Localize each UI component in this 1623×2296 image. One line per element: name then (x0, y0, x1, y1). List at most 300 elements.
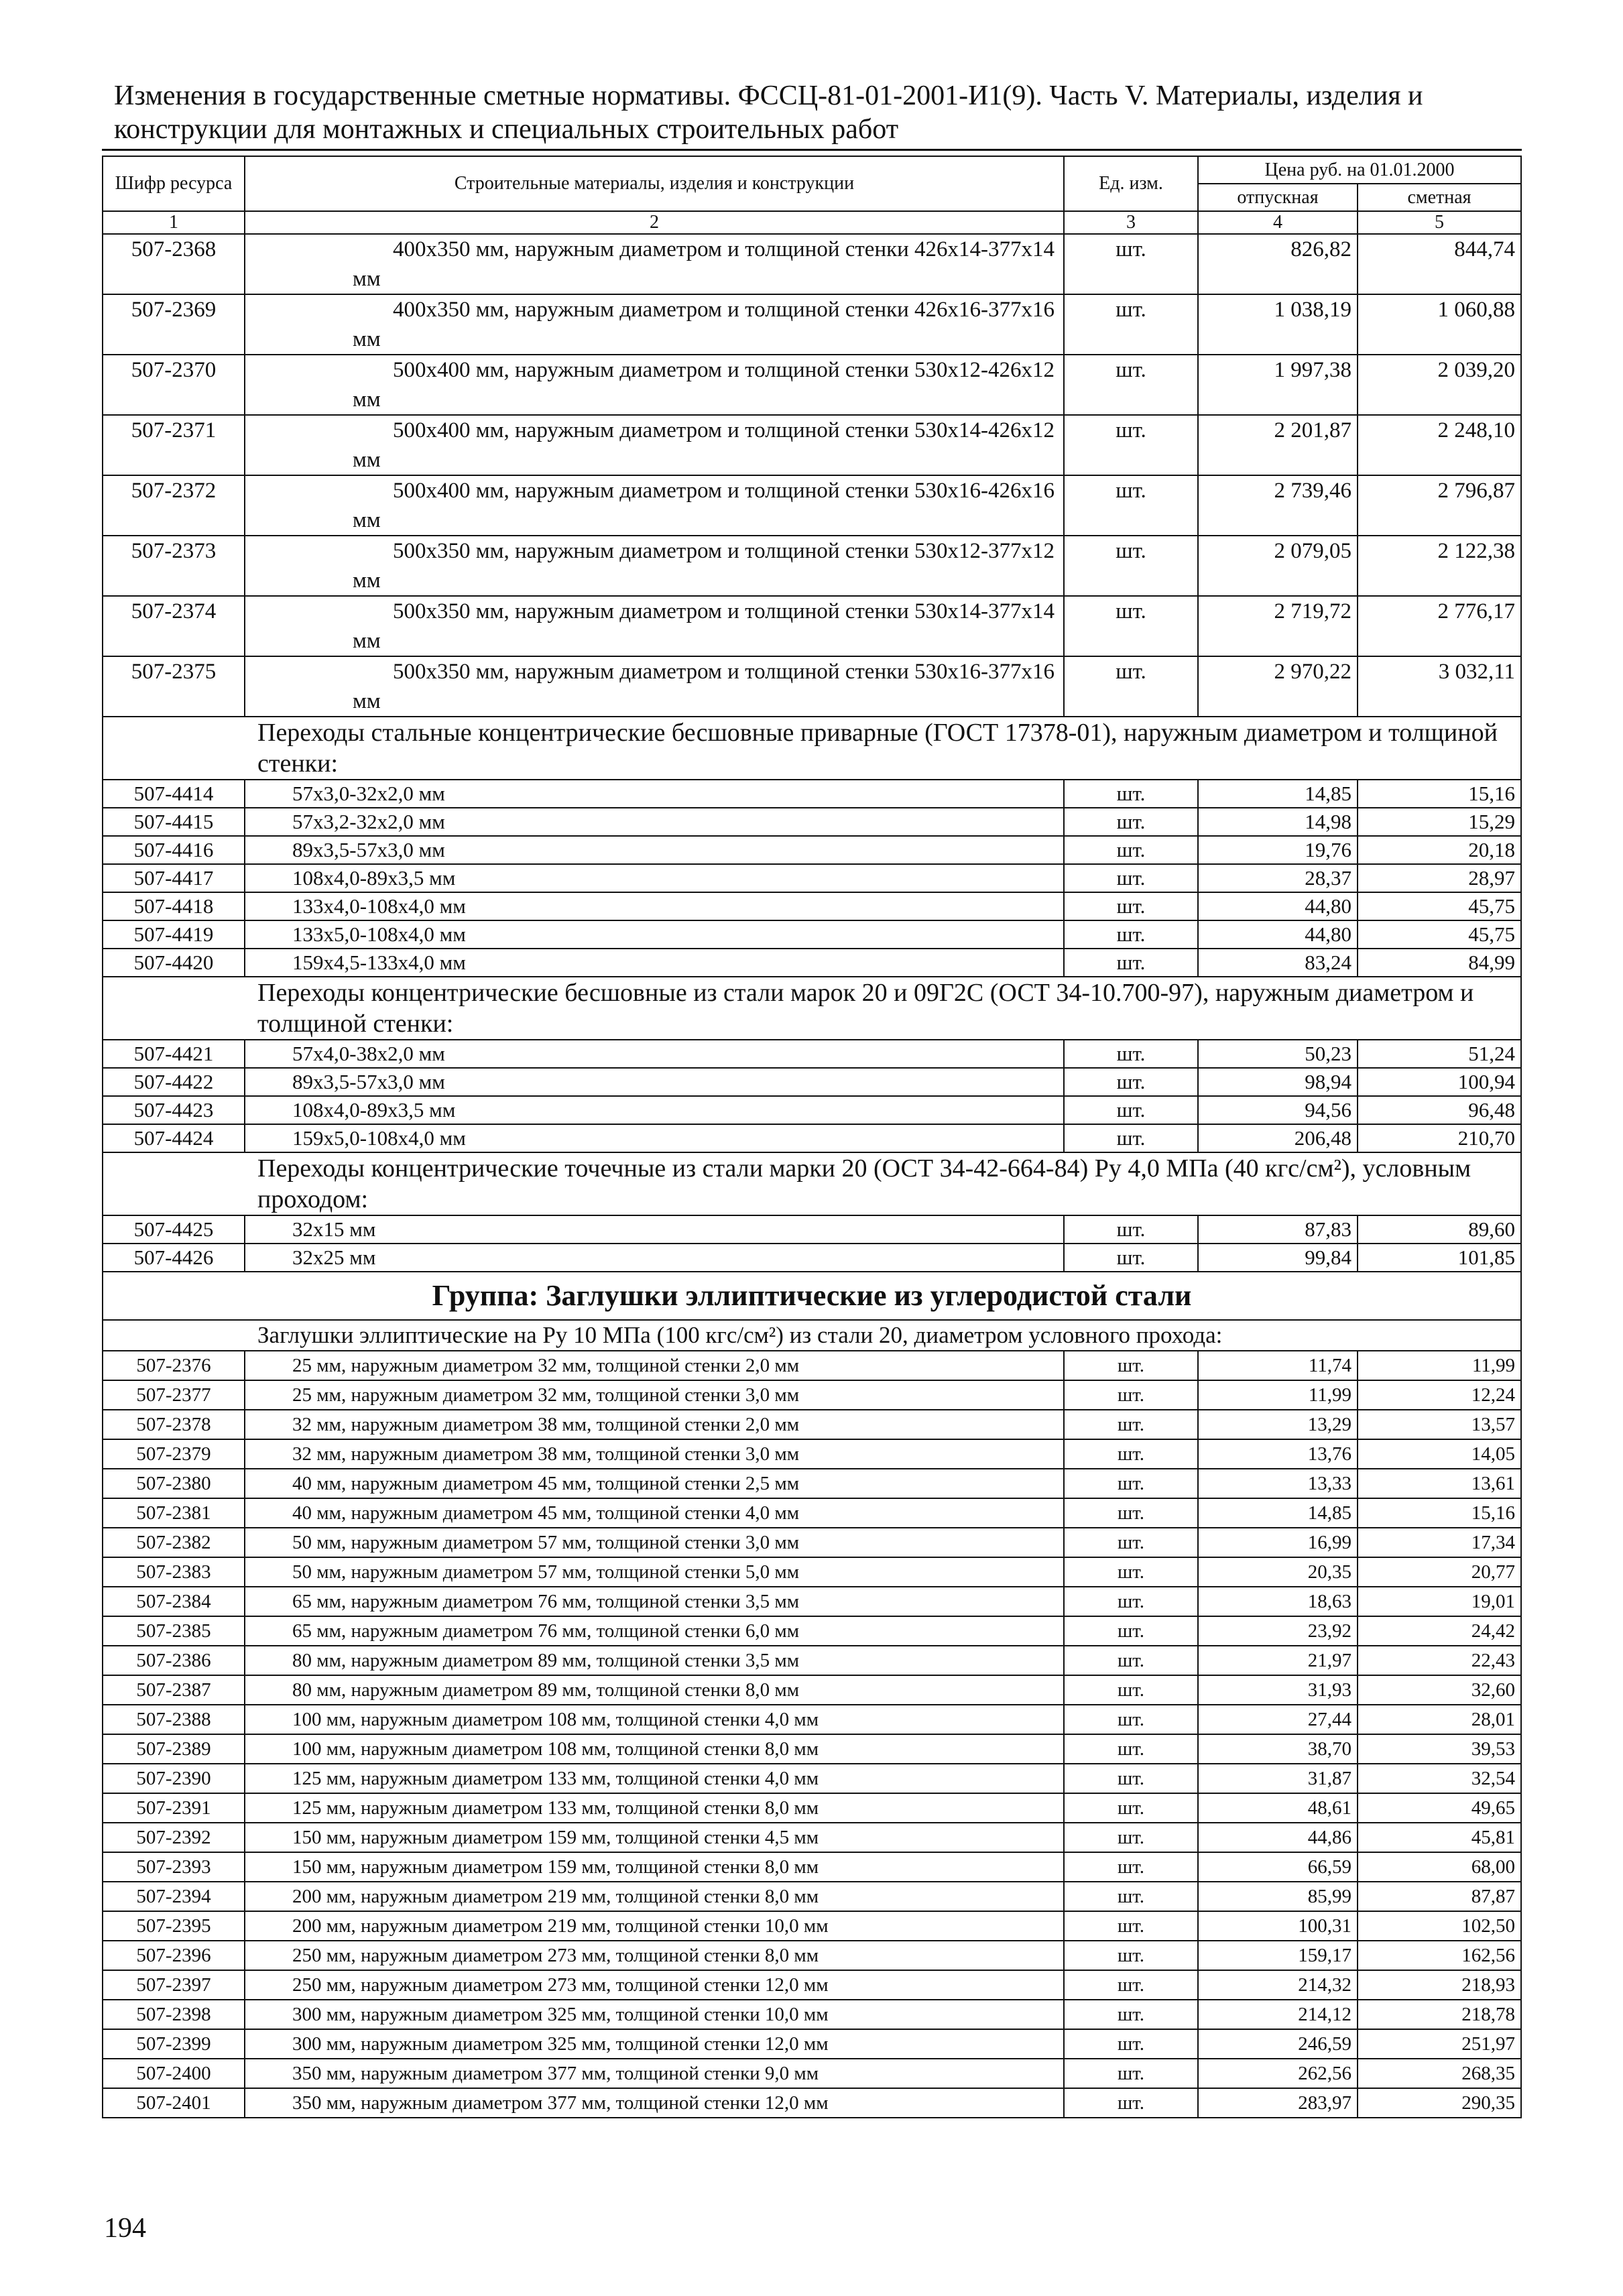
price-estimate: 51,24 (1358, 1040, 1521, 1068)
item-description (245, 1410, 1064, 1439)
price-estimate: 17,34 (1358, 1528, 1521, 1557)
table-row (103, 1734, 1521, 1764)
item-description-tail: мм (353, 387, 381, 412)
price-estimate: 102,50 (1358, 1911, 1521, 1941)
col-header-code: Шифр ресурса (103, 156, 245, 211)
item-description-text: 65 мм, наружным диаметром 76 мм, толщиной стенки 6,0 мм (292, 1620, 800, 1642)
col-header-price-estimate: сметная (1358, 184, 1521, 211)
price-estimate: 268,35 (1358, 2059, 1521, 2088)
unit-of-measure: шт. (1064, 1215, 1198, 1244)
unit-of-measure: шт. (1064, 1911, 1198, 1941)
item-description-text: 500x400 мм, наружным диаметром и толщиной стенки 530x14-426x12 (393, 418, 1055, 442)
table-row (103, 1068, 1521, 1096)
price-estimate: 87,87 (1358, 1882, 1521, 1911)
item-description (245, 1852, 1064, 1882)
item-description (245, 1675, 1064, 1705)
item-description-tail: мм (353, 568, 381, 593)
unit-of-measure: шт. (1064, 1587, 1198, 1616)
price-estimate: 162,56 (1358, 1941, 1521, 1970)
item-description (245, 808, 1064, 836)
resource-code: 507-4416 (103, 836, 245, 864)
table-row (103, 780, 1521, 808)
resource-code: 507-4419 (103, 920, 245, 949)
unit-of-measure: шт. (1064, 596, 1198, 656)
price-estimate: 28,97 (1358, 864, 1521, 892)
item-description (245, 1068, 1064, 1096)
item-description (245, 294, 1064, 355)
item-description-text: 108x4,0-89x3,5 мм (292, 866, 456, 890)
table-row (103, 2000, 1521, 2029)
item-description-text: 133x4,0-108x4,0 мм (292, 894, 466, 918)
price-estimate: 2 248,10 (1358, 415, 1521, 475)
item-description-tail: мм (353, 448, 381, 472)
resource-code: 507-2384 (103, 1587, 245, 1616)
price-estimate: 45,81 (1358, 1823, 1521, 1852)
resource-code: 507-2369 (103, 294, 245, 355)
item-description (245, 1469, 1064, 1498)
table-row (103, 1124, 1521, 1152)
price-release: 94,56 (1198, 1096, 1358, 1124)
price-release: 21,97 (1198, 1646, 1358, 1675)
unit-of-measure: шт. (1064, 1852, 1198, 1882)
col-header-unit: Ед. изм. (1064, 156, 1198, 211)
resource-code: 507-2399 (103, 2029, 245, 2059)
price-release: 66,59 (1198, 1852, 1358, 1882)
category-heading: Переходы концентрические точечные из стали марки 20 (ОСТ 34-42-664-84) Ру 4,0 МПа (40 кгс/см²), условным проходом: (103, 1152, 1521, 1215)
resource-code: 507-2400 (103, 2059, 245, 2088)
unit-of-measure: шт. (1064, 920, 1198, 949)
price-release: 2 739,46 (1198, 475, 1358, 536)
price-estimate: 15,16 (1358, 780, 1521, 808)
price-estimate: 210,70 (1358, 1124, 1521, 1152)
col-number: 4 (1198, 211, 1358, 234)
price-estimate: 13,61 (1358, 1469, 1521, 1498)
item-description-text: 500x350 мм, наружным диаметром и толщиной стенки 530x16-377x16 (393, 660, 1055, 684)
item-description (245, 1557, 1064, 1587)
item-description (245, 1882, 1064, 1911)
table-row (103, 1793, 1521, 1823)
item-description-text: 57x3,2-32x2,0 мм (292, 810, 445, 833)
table-row (103, 1675, 1521, 1705)
item-description-text: 50 мм, наружным диаметром 57 мм, толщиной стенки 5,0 мм (292, 1561, 800, 1583)
price-estimate: 11,99 (1358, 1351, 1521, 1380)
table-row (103, 294, 1521, 355)
resource-code: 507-4418 (103, 892, 245, 920)
item-description-text: 50 мм, наружным диаметром 57 мм, толщиной стенки 3,0 мм (292, 1532, 800, 1553)
price-release: 31,93 (1198, 1675, 1358, 1705)
item-description (245, 864, 1064, 892)
category-heading: Переходы стальные концентрические бесшовные приварные (ГОСТ 17378-01), наружным диаметром и толщиной стенки: (103, 717, 1521, 780)
unit-of-measure: шт. (1064, 1040, 1198, 1068)
unit-of-measure: шт. (1064, 1882, 1198, 1911)
item-description-text: 32 мм, наружным диаметром 38 мм, толщиной стенки 2,0 мм (292, 1414, 800, 1435)
col-header-name: Строительные материалы, изделия и конструкции (245, 156, 1064, 211)
price-estimate: 101,85 (1358, 1244, 1521, 1272)
unit-of-measure: шт. (1064, 234, 1198, 294)
price-release: 31,87 (1198, 1764, 1358, 1793)
table-row (103, 1040, 1521, 1068)
item-description-text: 500x400 мм, наружным диаметром и толщиной стенки 530x12-426x12 (393, 358, 1055, 382)
page-header: Изменения в государственные сметные нормативы. ФССЦ-81-01-2001-И1(9). Часть V. Материалы, изделия и конструкции для монтажных и специальных строительных работ (114, 80, 1423, 145)
category-heading-row (103, 1320, 1521, 1351)
price-release: 27,44 (1198, 1705, 1358, 1734)
price-release: 87,83 (1198, 1215, 1358, 1244)
item-description-tail: мм (353, 629, 381, 653)
table-row (103, 864, 1521, 892)
item-description-text: 125 мм, наружным диаметром 133 мм, толщиной стенки 4,0 мм (292, 1768, 819, 1789)
resource-code: 507-2379 (103, 1439, 245, 1469)
table-row (103, 1616, 1521, 1646)
price-release: 99,84 (1198, 1244, 1358, 1272)
item-description (245, 1823, 1064, 1852)
resource-code: 507-4414 (103, 780, 245, 808)
unit-of-measure: шт. (1064, 2029, 1198, 2059)
price-estimate: 84,99 (1358, 949, 1521, 977)
item-description (245, 1587, 1064, 1616)
item-description (245, 1646, 1064, 1675)
item-description (245, 1528, 1064, 1557)
price-release: 206,48 (1198, 1124, 1358, 1152)
price-release: 2 201,87 (1198, 415, 1358, 475)
price-release: 214,32 (1198, 1970, 1358, 2000)
unit-of-measure: шт. (1064, 355, 1198, 415)
price-estimate: 89,60 (1358, 1215, 1521, 1244)
price-estimate: 20,77 (1358, 1557, 1521, 1587)
table-row (103, 355, 1521, 415)
resource-code: 507-4420 (103, 949, 245, 977)
category-heading-row (103, 717, 1521, 780)
price-release: 13,76 (1198, 1439, 1358, 1469)
resource-code: 507-2392 (103, 1823, 245, 1852)
item-description-text: 57x3,0-32x2,0 мм (292, 782, 445, 805)
unit-of-measure: шт. (1064, 892, 1198, 920)
price-estimate: 15,29 (1358, 808, 1521, 836)
unit-of-measure: шт. (1064, 1823, 1198, 1852)
item-description (245, 355, 1064, 415)
price-release: 246,59 (1198, 2029, 1358, 2059)
resource-code: 507-2394 (103, 1882, 245, 1911)
table-row (103, 536, 1521, 596)
table-row (103, 1823, 1521, 1852)
unit-of-measure: шт. (1064, 1410, 1198, 1439)
item-description-text: 25 мм, наружным диаметром 32 мм, толщиной стенки 3,0 мм (292, 1384, 800, 1406)
price-estimate: 39,53 (1358, 1734, 1521, 1764)
price-release: 23,92 (1198, 1616, 1358, 1646)
price-release: 283,97 (1198, 2088, 1358, 2118)
item-description-tail: мм (353, 508, 381, 532)
item-description-text: 150 мм, наружным диаметром 159 мм, толщиной стенки 4,5 мм (292, 1827, 819, 1848)
table-row (103, 1498, 1521, 1528)
item-description (245, 2029, 1064, 2059)
item-description-text: 159x4,5-133x4,0 мм (292, 951, 466, 974)
resource-code: 507-2389 (103, 1734, 245, 1764)
table-row (103, 1557, 1521, 1587)
col-number: 2 (245, 211, 1064, 234)
unit-of-measure: шт. (1064, 1941, 1198, 1970)
item-description (245, 1096, 1064, 1124)
price-release: 262,56 (1198, 2059, 1358, 2088)
price-estimate: 32,54 (1358, 1764, 1521, 1793)
table-row (103, 656, 1521, 717)
price-release: 28,37 (1198, 864, 1358, 892)
price-release: 18,63 (1198, 1587, 1358, 1616)
unit-of-measure: шт. (1064, 1970, 1198, 2000)
price-release: 85,99 (1198, 1882, 1358, 1911)
unit-of-measure: шт. (1064, 1646, 1198, 1675)
price-estimate: 2 776,17 (1358, 596, 1521, 656)
table-row (103, 415, 1521, 475)
unit-of-measure: шт. (1064, 1244, 1198, 1272)
unit-of-measure: шт. (1064, 1734, 1198, 1764)
item-description-text: 200 мм, наружным диаметром 219 мм, толщиной стенки 8,0 мм (292, 1886, 819, 1907)
table-row (103, 1852, 1521, 1882)
price-release: 38,70 (1198, 1734, 1358, 1764)
item-description-text: 133x5,0-108x4,0 мм (292, 922, 466, 946)
price-estimate: 13,57 (1358, 1410, 1521, 1439)
resource-code: 507-2387 (103, 1675, 245, 1705)
price-release: 44,80 (1198, 892, 1358, 920)
table-row (103, 1469, 1521, 1498)
group-heading-row (103, 1272, 1521, 1320)
item-description-text: 89x3,5-57x3,0 мм (292, 838, 445, 861)
category-heading: Заглушки эллиптические на Ру 10 МПа (100 кгс/см²) из стали 20, диаметром условного прохода: (103, 1320, 1521, 1351)
resource-code: 507-2370 (103, 355, 245, 415)
col-header-price: Цена руб. на 01.01.2000 (1198, 156, 1521, 184)
price-estimate: 68,00 (1358, 1852, 1521, 1882)
col-number: 5 (1358, 211, 1521, 234)
table-row (103, 808, 1521, 836)
price-estimate: 45,75 (1358, 892, 1521, 920)
table-row (103, 1882, 1521, 1911)
resource-code: 507-2386 (103, 1646, 245, 1675)
price-release: 1 997,38 (1198, 355, 1358, 415)
price-estimate: 14,05 (1358, 1439, 1521, 1469)
price-release: 19,76 (1198, 836, 1358, 864)
table-row (103, 1646, 1521, 1675)
resource-code: 507-4425 (103, 1215, 245, 1244)
table-header-row (103, 156, 1521, 184)
col-number: 3 (1064, 211, 1198, 234)
table-row (103, 892, 1521, 920)
resource-code: 507-4426 (103, 1244, 245, 1272)
col-number: 1 (103, 211, 245, 234)
unit-of-measure: шт. (1064, 536, 1198, 596)
price-release: 14,98 (1198, 808, 1358, 836)
item-description-text: 89x3,5-57x3,0 мм (292, 1070, 445, 1093)
unit-of-measure: шт. (1064, 294, 1198, 355)
price-estimate: 218,78 (1358, 2000, 1521, 2029)
price-release: 44,86 (1198, 1823, 1358, 1852)
unit-of-measure: шт. (1064, 1469, 1198, 1498)
price-release: 2 079,05 (1198, 536, 1358, 596)
table-row (103, 1705, 1521, 1734)
resource-code: 507-2380 (103, 1469, 245, 1498)
resource-code: 507-4417 (103, 864, 245, 892)
price-release: 11,99 (1198, 1380, 1358, 1410)
item-description-text: 65 мм, наружным диаметром 76 мм, толщиной стенки 3,5 мм (292, 1591, 800, 1612)
price-release: 44,80 (1198, 920, 1358, 949)
table-row (103, 475, 1521, 536)
resource-code: 507-2385 (103, 1616, 245, 1646)
item-description (245, 780, 1064, 808)
price-estimate: 3 032,11 (1358, 656, 1521, 717)
item-description (245, 1793, 1064, 1823)
item-description (245, 596, 1064, 656)
price-estimate: 100,94 (1358, 1068, 1521, 1096)
group-heading: Группа: Заглушки эллиптические из углеродистой стали (103, 1272, 1521, 1320)
table-row (103, 1970, 1521, 2000)
item-description-text: 400x350 мм, наружным диаметром и толщиной стенки 426x16-377x16 (393, 298, 1055, 322)
resource-code: 507-2377 (103, 1380, 245, 1410)
price-estimate: 2 122,38 (1358, 536, 1521, 596)
price-estimate: 1 060,88 (1358, 294, 1521, 355)
unit-of-measure: шт. (1064, 949, 1198, 977)
table-row (103, 596, 1521, 656)
price-estimate: 19,01 (1358, 1587, 1521, 1616)
resource-code: 507-4422 (103, 1068, 245, 1096)
price-release: 83,24 (1198, 949, 1358, 977)
item-description (245, 1764, 1064, 1793)
price-estimate: 20,18 (1358, 836, 1521, 864)
price-release: 1 038,19 (1198, 294, 1358, 355)
item-description (245, 1911, 1064, 1941)
item-description-text: 57x4,0-38x2,0 мм (292, 1042, 445, 1065)
price-estimate: 844,74 (1358, 234, 1521, 294)
item-description (245, 1705, 1064, 1734)
unit-of-measure: шт. (1064, 1498, 1198, 1528)
column-number-row (103, 211, 1521, 234)
price-release: 98,94 (1198, 1068, 1358, 1096)
table-row (103, 1410, 1521, 1439)
item-description (245, 475, 1064, 536)
item-description (245, 234, 1064, 294)
unit-of-measure: шт. (1064, 2088, 1198, 2118)
unit-of-measure: шт. (1064, 1557, 1198, 1587)
item-description-text: 40 мм, наружным диаметром 45 мм, толщиной стенки 2,5 мм (292, 1473, 800, 1494)
price-estimate: 12,24 (1358, 1380, 1521, 1410)
item-description (245, 1351, 1064, 1380)
item-description (245, 1439, 1064, 1469)
table-row (103, 949, 1521, 977)
table-row (103, 1244, 1521, 1272)
table-row (103, 234, 1521, 294)
item-description-text: 32x15 мм (292, 1217, 376, 1241)
price-estimate: 45,75 (1358, 920, 1521, 949)
price-estimate: 49,65 (1358, 1793, 1521, 1823)
item-description-text: 500x350 мм, наружным диаметром и толщиной стенки 530x12-377x12 (393, 539, 1055, 563)
item-description-text: 400x350 мм, наружным диаметром и толщиной стенки 426x14-377x14 (393, 237, 1055, 261)
resource-code: 507-2376 (103, 1351, 245, 1380)
unit-of-measure: шт. (1064, 1351, 1198, 1380)
price-estimate: 96,48 (1358, 1096, 1521, 1124)
price-release: 16,99 (1198, 1528, 1358, 1557)
item-description-tail: мм (353, 267, 381, 291)
table-row (103, 1911, 1521, 1941)
item-description (245, 836, 1064, 864)
resource-code: 507-2383 (103, 1557, 245, 1587)
price-release: 14,85 (1198, 1498, 1358, 1528)
table-row (103, 1096, 1521, 1124)
table-row (103, 1380, 1521, 1410)
unit-of-measure: шт. (1064, 1439, 1198, 1469)
item-description (245, 415, 1064, 475)
table-row (103, 1215, 1521, 1244)
unit-of-measure: шт. (1064, 1124, 1198, 1152)
resource-code: 507-2374 (103, 596, 245, 656)
price-estimate: 251,97 (1358, 2029, 1521, 2059)
item-description (245, 2059, 1064, 2088)
table-row (103, 1587, 1521, 1616)
item-description-text: 300 мм, наружным диаметром 325 мм, толщиной стенки 12,0 мм (292, 2033, 829, 2055)
resource-code: 507-2401 (103, 2088, 245, 2118)
table-row (103, 836, 1521, 864)
unit-of-measure: шт. (1064, 1616, 1198, 1646)
unit-of-measure: шт. (1064, 656, 1198, 717)
item-description-text: 100 мм, наружным диаметром 108 мм, толщиной стенки 4,0 мм (292, 1709, 819, 1730)
item-description-text: 100 мм, наружным диаметром 108 мм, толщиной стенки 8,0 мм (292, 1738, 819, 1760)
price-release: 20,35 (1198, 1557, 1358, 1587)
category-heading: Переходы концентрические бесшовные из стали марок 20 и 09Г2С (ОСТ 34-10.700-97), наружным диаметром и толщиной стенки: (103, 977, 1521, 1040)
item-description-tail: мм (353, 327, 381, 351)
unit-of-measure: шт. (1064, 1096, 1198, 1124)
resource-code: 507-2371 (103, 415, 245, 475)
item-description-text: 125 мм, наружным диаметром 133 мм, толщиной стенки 8,0 мм (292, 1797, 819, 1819)
item-description (245, 920, 1064, 949)
price-estimate: 2 039,20 (1358, 355, 1521, 415)
unit-of-measure: шт. (1064, 780, 1198, 808)
unit-of-measure: шт. (1064, 1068, 1198, 1096)
item-description-text: 350 мм, наружным диаметром 377 мм, толщиной стенки 9,0 мм (292, 2063, 819, 2084)
resource-code: 507-2375 (103, 656, 245, 717)
unit-of-measure: шт. (1064, 1675, 1198, 1705)
table-row (103, 920, 1521, 949)
item-description (245, 1734, 1064, 1764)
item-description-text: 80 мм, наружным диаметром 89 мм, толщиной стенки 3,5 мм (292, 1650, 800, 1671)
category-heading-row (103, 1152, 1521, 1215)
price-release: 100,31 (1198, 1911, 1358, 1941)
item-description-text: 200 мм, наружным диаметром 219 мм, толщиной стенки 10,0 мм (292, 1915, 829, 1937)
item-description-text: 250 мм, наружным диаметром 273 мм, толщиной стенки 12,0 мм (292, 1974, 829, 1996)
item-description-text: 40 мм, наружным диаметром 45 мм, толщиной стенки 4,0 мм (292, 1502, 800, 1524)
unit-of-measure: шт. (1064, 1793, 1198, 1823)
item-description-tail: мм (353, 689, 381, 713)
item-description (245, 1616, 1064, 1646)
page-number: 194 (104, 2213, 146, 2244)
price-release: 13,33 (1198, 1469, 1358, 1498)
item-description (245, 892, 1064, 920)
item-description-text: 350 мм, наружным диаметром 377 мм, толщиной стенки 12,0 мм (292, 2092, 829, 2114)
item-description (245, 1124, 1064, 1152)
price-release: 826,82 (1198, 234, 1358, 294)
resource-code: 507-2398 (103, 2000, 245, 2029)
resource-code: 507-4424 (103, 1124, 245, 1152)
table-row (103, 2029, 1521, 2059)
price-release: 2 719,72 (1198, 596, 1358, 656)
table-row (103, 2088, 1521, 2118)
price-estimate: 32,60 (1358, 1675, 1521, 1705)
unit-of-measure: шт. (1064, 1705, 1198, 1734)
price-release: 13,29 (1198, 1410, 1358, 1439)
item-description-text: 25 мм, наружным диаметром 32 мм, толщиной стенки 2,0 мм (292, 1355, 800, 1376)
table-row (103, 1528, 1521, 1557)
resource-code: 507-4423 (103, 1096, 245, 1124)
item-description-text: 150 мм, наружным диаметром 159 мм, толщиной стенки 8,0 мм (292, 1856, 819, 1878)
price-release: 214,12 (1198, 2000, 1358, 2029)
unit-of-measure: шт. (1064, 1380, 1198, 1410)
item-description (245, 1380, 1064, 1410)
item-description-text: 500x400 мм, наружным диаметром и толщиной стенки 530x16-426x16 (393, 479, 1055, 503)
unit-of-measure: шт. (1064, 415, 1198, 475)
